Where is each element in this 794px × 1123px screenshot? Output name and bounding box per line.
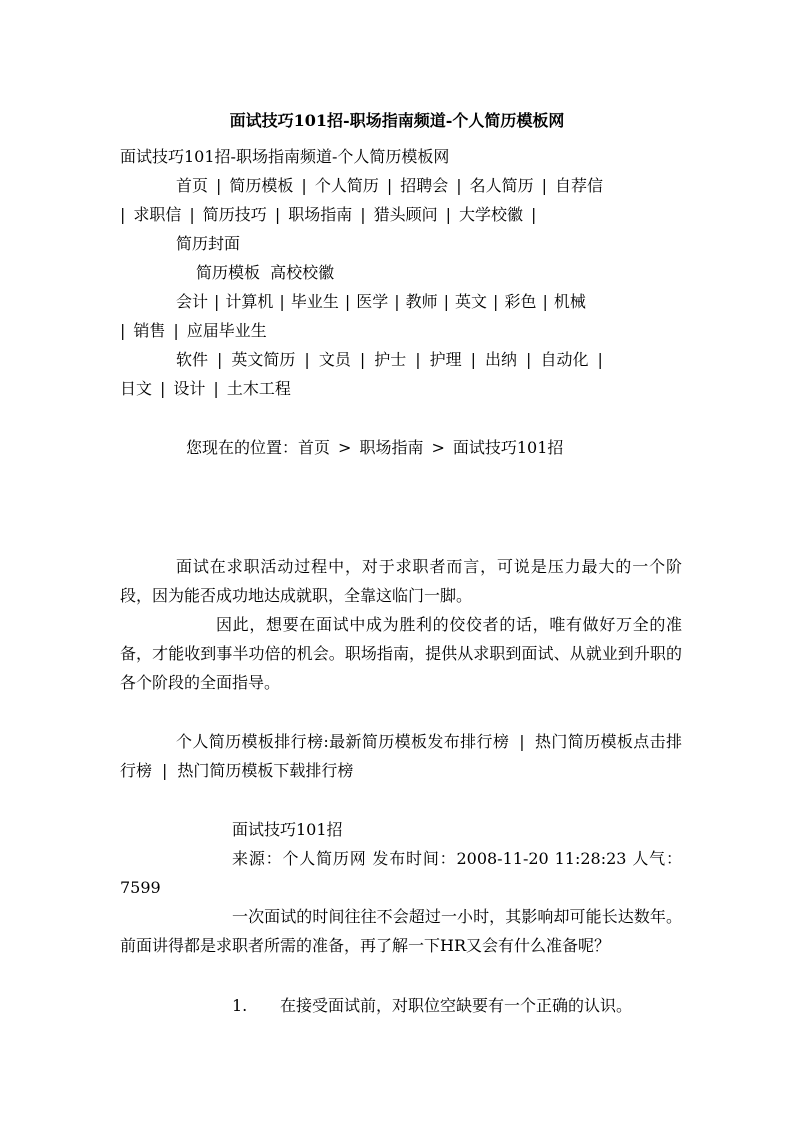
nav-separator: | bbox=[214, 292, 220, 311]
ranking-separator: | bbox=[519, 732, 525, 751]
nav-link-mechanical[interactable]: 机械 bbox=[553, 292, 586, 311]
nav-link-resume-cover[interactable]: 简历封面 bbox=[176, 234, 241, 253]
nav-link-accounting[interactable]: 会计 bbox=[176, 292, 209, 311]
breadcrumb-prefix: 您现在的位置： bbox=[186, 438, 299, 457]
nav-separator: | bbox=[213, 379, 219, 398]
nav-separator: | bbox=[344, 292, 351, 311]
nav-row-7 bbox=[176, 350, 603, 370]
nav-separator: | bbox=[189, 205, 195, 224]
page-subtitle: 面试技巧101招-职场指南频道-个人简历模板网 bbox=[120, 147, 450, 166]
nav-link-self-recommendation[interactable]: 自荐信 bbox=[555, 176, 604, 195]
nav-link-home[interactable]: 首页 bbox=[176, 176, 209, 195]
nav-row-2 bbox=[120, 205, 544, 225]
nav-link-cover-letter[interactable]: 求职信 bbox=[133, 205, 182, 224]
nav-link-personal-resume[interactable]: 个人简历 bbox=[314, 176, 379, 195]
nav-separator: | bbox=[217, 350, 223, 369]
nav-separator: | bbox=[359, 350, 366, 369]
page-title: 面试技巧101招-职场指南频道-个人简历模板网 bbox=[229, 111, 565, 130]
nav-link-japanese[interactable]: 日文 bbox=[120, 379, 153, 398]
nav-separator: | bbox=[173, 321, 179, 340]
breadcrumb-item-current: 面试技巧101招 bbox=[452, 438, 564, 457]
nav-link-color[interactable]: 彩色 bbox=[504, 292, 537, 311]
ranking-link-newest[interactable]: 最新简历模板发布排行榜 bbox=[328, 732, 510, 751]
nav-link-sales[interactable]: 销售 bbox=[133, 321, 166, 340]
intro-paragraph-2: 因此，想要在面试中成为胜利的佼佼者的话，唯有做好万全的准备，才能收到事半功倍的机会。职场指南，提供从求职到面试、从就业到升职的各个阶段的全面指导。 bbox=[120, 615, 682, 692]
nav-separator: | bbox=[541, 176, 548, 195]
breadcrumb-item-home[interactable]: 首页 bbox=[298, 438, 331, 457]
nav-separator: | bbox=[415, 350, 421, 369]
nav-separator: | bbox=[120, 205, 126, 224]
nav-separator: | bbox=[493, 292, 499, 311]
breadcrumb bbox=[186, 438, 563, 458]
nav-link-resume-tips[interactable]: 简历技巧 bbox=[202, 205, 267, 224]
nav-link-english-resume[interactable]: 英文简历 bbox=[231, 350, 296, 369]
nav-separator: | bbox=[526, 350, 532, 369]
breadcrumb-separator: > bbox=[431, 438, 445, 457]
ranking-link-popular-downloads[interactable]: 热门简历模板下载排行榜 bbox=[177, 761, 354, 780]
nav-link-medical[interactable]: 医学 bbox=[356, 292, 389, 311]
nav-link-software[interactable]: 软件 bbox=[176, 350, 209, 369]
nav-separator: | bbox=[279, 292, 285, 311]
nav-separator: | bbox=[304, 350, 310, 369]
nav-separator: | bbox=[445, 205, 452, 224]
nav-link-headhunter[interactable]: 猎头顾问 bbox=[373, 205, 438, 224]
nav-link-fresh-graduate[interactable]: 应届毕业生 bbox=[186, 321, 267, 340]
nav-link-automation[interactable]: 自动化 bbox=[540, 350, 589, 369]
nav-row-8 bbox=[120, 379, 291, 399]
ranking-link-popular-clicks[interactable]: 热门简历模板点击排行榜 bbox=[120, 732, 682, 780]
nav-link-graduate[interactable]: 毕业生 bbox=[290, 292, 339, 311]
nav-separator: | bbox=[456, 176, 462, 195]
nav-link-design[interactable]: 设计 bbox=[173, 379, 206, 398]
nav-separator: | bbox=[531, 205, 537, 224]
nav-row-6 bbox=[120, 321, 267, 341]
article-intro: 一次面试的时间往往不会超过一小时，其影响却可能长达数年。前面讲得都是求职者所需的准备，再了解一下HR又会有什么准备呢？ bbox=[120, 907, 682, 955]
nav-separator: | bbox=[301, 176, 307, 195]
nav-separator: | bbox=[542, 292, 548, 311]
nav-subheading: 简历模板 高校校徽 bbox=[196, 263, 335, 282]
nav-separator: | bbox=[443, 292, 450, 311]
nav-row-5 bbox=[176, 292, 586, 312]
list-item-text: 在接受面试前，对职位空缺要有一个正确的认识。 bbox=[280, 996, 633, 1015]
nav-link-teacher[interactable]: 教师 bbox=[405, 292, 438, 311]
nav-link-civil-engineering[interactable]: 土木工程 bbox=[226, 379, 291, 398]
nav-separator: | bbox=[160, 379, 166, 398]
breadcrumb-item-career-guide[interactable]: 职场指南 bbox=[359, 438, 424, 457]
nav-row-1 bbox=[176, 176, 603, 196]
nav-link-job-fair[interactable]: 招聘会 bbox=[400, 176, 449, 195]
nav-separator: | bbox=[216, 176, 222, 195]
nav-link-clerk[interactable]: 文员 bbox=[318, 350, 351, 369]
nav-separator: | bbox=[597, 350, 603, 369]
breadcrumb-separator: > bbox=[338, 438, 352, 457]
ranking-links bbox=[120, 727, 682, 785]
list-item-number: 1. bbox=[232, 996, 248, 1015]
nav-link-nurse[interactable]: 护士 bbox=[374, 350, 407, 369]
nav-separator: | bbox=[394, 292, 400, 311]
nav-separator: | bbox=[470, 350, 477, 369]
nav-link-cashier[interactable]: 出纳 bbox=[485, 350, 518, 369]
nav-link-english[interactable]: 英文 bbox=[455, 292, 488, 311]
nav-separator: | bbox=[120, 321, 126, 340]
ranking-label: 个人简历模板排行榜: bbox=[176, 732, 329, 751]
article-meta: 来源：个人简历网 发布时间：2008-11-20 11:28:23 人气：7599 bbox=[120, 849, 682, 897]
nav-separator: | bbox=[386, 176, 393, 195]
nav-link-computer[interactable]: 计算机 bbox=[225, 292, 274, 311]
nav-link-nursing[interactable]: 护理 bbox=[429, 350, 462, 369]
ranking-separator: | bbox=[162, 761, 168, 780]
nav-separator: | bbox=[274, 205, 281, 224]
nav-link-university-emblem[interactable]: 大学校徽 bbox=[459, 205, 524, 224]
nav-separator: | bbox=[360, 205, 366, 224]
intro-paragraph-1: 面试在求职活动过程中，对于求职者而言，可说是压力最大的一个阶段，因为能否成功地达成就职，全靠这临门一脚。 bbox=[120, 557, 682, 605]
nav-link-career-guide[interactable]: 职场指南 bbox=[288, 205, 353, 224]
nav-link-resume-templates[interactable]: 简历模板 bbox=[229, 176, 294, 195]
article-title: 面试技巧101招 bbox=[232, 820, 343, 839]
nav-link-celebrity-resume[interactable]: 名人简历 bbox=[469, 176, 534, 195]
